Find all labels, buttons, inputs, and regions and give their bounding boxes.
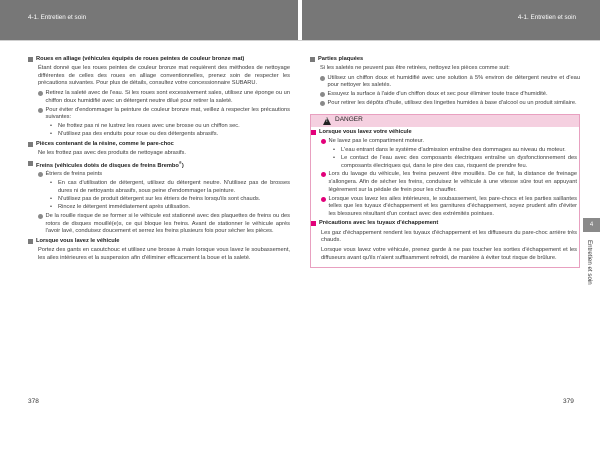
header-bar-right (302, 0, 600, 40)
sub-bullet-item: • N'utilisez pas des enduits pour roue ou des détergents abrasifs. (50, 131, 219, 138)
square-bullet-icon (311, 221, 316, 226)
bullet-item: Étriers de freins peints (38, 171, 290, 179)
section-heading: Précautions avec les tuyaux d'échappement (311, 220, 577, 228)
chapter-tab-number: 4 (583, 218, 600, 232)
section-heading: Roues en alliage (véhicules équipés de roues peintes de couleur bronze mat) (28, 56, 290, 64)
dot-marker-icon: • (50, 179, 52, 186)
section-heading: Freins (véhicules dotés de disques de freins Brembo®) (28, 160, 290, 171)
circle-bullet-icon (38, 91, 43, 96)
circle-bullet-icon (320, 92, 325, 97)
square-bullet-icon (28, 142, 33, 147)
square-bullet-icon (28, 161, 33, 166)
paragraph: Ne les frottez pas avec des produits de nettoyage abrasifs. (38, 149, 186, 156)
sub-bullet-item: • Ne frottez pas ni ne lustrez les roues avec une brosse ou un chiffon sec. (50, 123, 240, 129)
paragraph: Portez des gants en caoutchouc et utilisez une brosse à main lorsque vous lavez le soubassement, les ailes intérieures et la suspension afin d'éliminer efficacement la boue et la saleté. (38, 246, 290, 261)
section-heading: Pièces contenant de la résine, comme le pare-choc (28, 141, 290, 149)
circle-bullet-icon (321, 172, 326, 177)
circle-bullet-icon (38, 214, 43, 219)
danger-header (311, 115, 579, 127)
paragraph: Lorsque vous lavez votre véhicule, prenez garde à ne pas toucher les sorties d'échappement et les diffuseurs avant qu'ils n'aient suffisamment refroidi, de manière à éviter tout risque de brûlure. (321, 247, 577, 261)
bullet-item: Pour retirer les dépôts d'huile, utilisez des lingettes humides à base d'alcool ou un produit similaire. (320, 100, 580, 108)
left-column (28, 54, 290, 264)
header-title-left: 4-1. Entretien et soin (28, 14, 87, 21)
sub-bullet-item: • En cas d'utilisation de détergent, utilisez du détergent neutre. N'utilisez pas de brosses dures ni de nettoyants abrasifs, sous peine d'endommager la peinture. (50, 179, 290, 194)
circle-bullet-icon (321, 139, 326, 144)
circle-bullet-icon (320, 101, 325, 106)
section-heading: Parties plaquées (310, 56, 580, 64)
bullet-item: Essuyez la surface à l'aide d'un chiffon doux et sec pour éliminer toute trace d'humidité. (320, 91, 580, 99)
paragraph: Étant donné que les roues peintes de couleur bronze mat requièrent des méthodes de nettoyage différentes de celles des roues en alliage conventionnelles, prenez soin de respecter les précautions suivantes. Pour plus de détails, consultez votre concessionnaire SUBARU. (38, 64, 290, 87)
bullet-item: Lors du lavage du véhicule, les freins peuvent être mouillés. De ce fait, la distance de freinage s'allongera. Afin de sécher les freins, conduisez le véhicule à une vitesse sûre tout en appuyant légèrement sur la pédale de frein pour les chauffer. (321, 171, 577, 194)
chapter-tab-label: Entretien et soin (586, 240, 593, 285)
header-bar-left (0, 0, 298, 40)
section-heading: Lorsque vous lavez votre véhicule (311, 129, 577, 137)
bullet-item: Utilisez un chiffon doux et humidifié avec une solution à 5% environ de détergent neutre et d'eau pour nettoyer les saletés. (320, 75, 580, 91)
bullet-item: Ne lavez pas le compartiment moteur. (321, 138, 577, 146)
dot-marker-icon: • (50, 195, 52, 202)
circle-bullet-icon (38, 108, 43, 113)
dot-marker-icon: • (50, 123, 52, 129)
registered-mark: ® (178, 159, 182, 165)
sub-bullet-item: • L'eau entrant dans le système d'admission entraîne des dommages au niveau du moteur. (333, 146, 566, 153)
circle-bullet-icon (320, 76, 325, 81)
bullet-item: Lorsque vous lavez les ailes intérieures, le soubassement, les pare-chocs et les parties saillantes telles que les tuyaux d'échappement et les garnitures d'échappement, soyez prudent afin d'éviter les blessures résultant d'un contact avec des extrémités pointues. (321, 196, 577, 219)
page-number-right: 379 (563, 398, 574, 405)
header-title-right: 4-1. Entretien et soin (517, 14, 576, 21)
dot-marker-icon: • (50, 131, 52, 138)
bullet-item: Retirez la saleté avec de l'eau. Si les roues sont excessivement sales, utilisez une éponge ou un chiffon doux humidifié avec un détergent neutre dilué pour retirer la saleté. (38, 90, 290, 106)
bullet-item: Pour éviter d'endommager la peinture de couleur bronze mat, veillez à respecter les précautions suivantes: (38, 107, 290, 123)
danger-box (310, 114, 580, 268)
sub-bullet-item: • Le contact de l'eau avec des composants électriques entraîne un dysfonctionnement des composants électriques qui, dans le pire des cas, risquent de prendre feu. (333, 154, 577, 169)
danger-label: DANGER (335, 116, 363, 124)
paragraph: Si les saletés ne peuvent pas être retirées, nettoyez les pièces comme suit: (320, 64, 510, 71)
dot-marker-icon: • (50, 204, 52, 211)
square-bullet-icon (28, 239, 33, 244)
circle-bullet-icon (38, 172, 43, 177)
dot-marker-icon: • (333, 146, 335, 153)
header-divider (0, 40, 600, 41)
page-number-left: 378 (28, 398, 39, 405)
dot-marker-icon: • (333, 154, 335, 161)
square-bullet-icon (311, 130, 316, 135)
danger-body (311, 127, 579, 267)
right-column (310, 54, 580, 268)
square-bullet-icon (310, 57, 315, 62)
warning-triangle-icon (323, 117, 331, 125)
section-heading: Lorsque vous lavez le véhicule (28, 238, 290, 246)
paragraph: Les gaz d'échappement rendent les tuyaux d'échappement et les diffuseurs du pare-choc arrière très chauds. (321, 229, 577, 244)
square-bullet-icon (28, 57, 33, 62)
sub-bullet-item: • Rincez le détergent immédiatement après utilisation. (50, 204, 191, 211)
bullet-item: De la rouille risque de se former si le véhicule est stationné avec des plaquettes de freins ou des rotors de disques mouillé(e)s, ce qui bloque les freins. Avant de stationner le véhicule après l'avoir lavé, conduisez doucement et serrez les freins plusieurs fois pour sécher les pièces. (38, 213, 290, 236)
circle-bullet-icon (321, 197, 326, 202)
sub-bullet-item: • N'utilisez pas de produit détergent sur les étriers de freins lorsqu'ils sont chauds. (50, 195, 261, 202)
